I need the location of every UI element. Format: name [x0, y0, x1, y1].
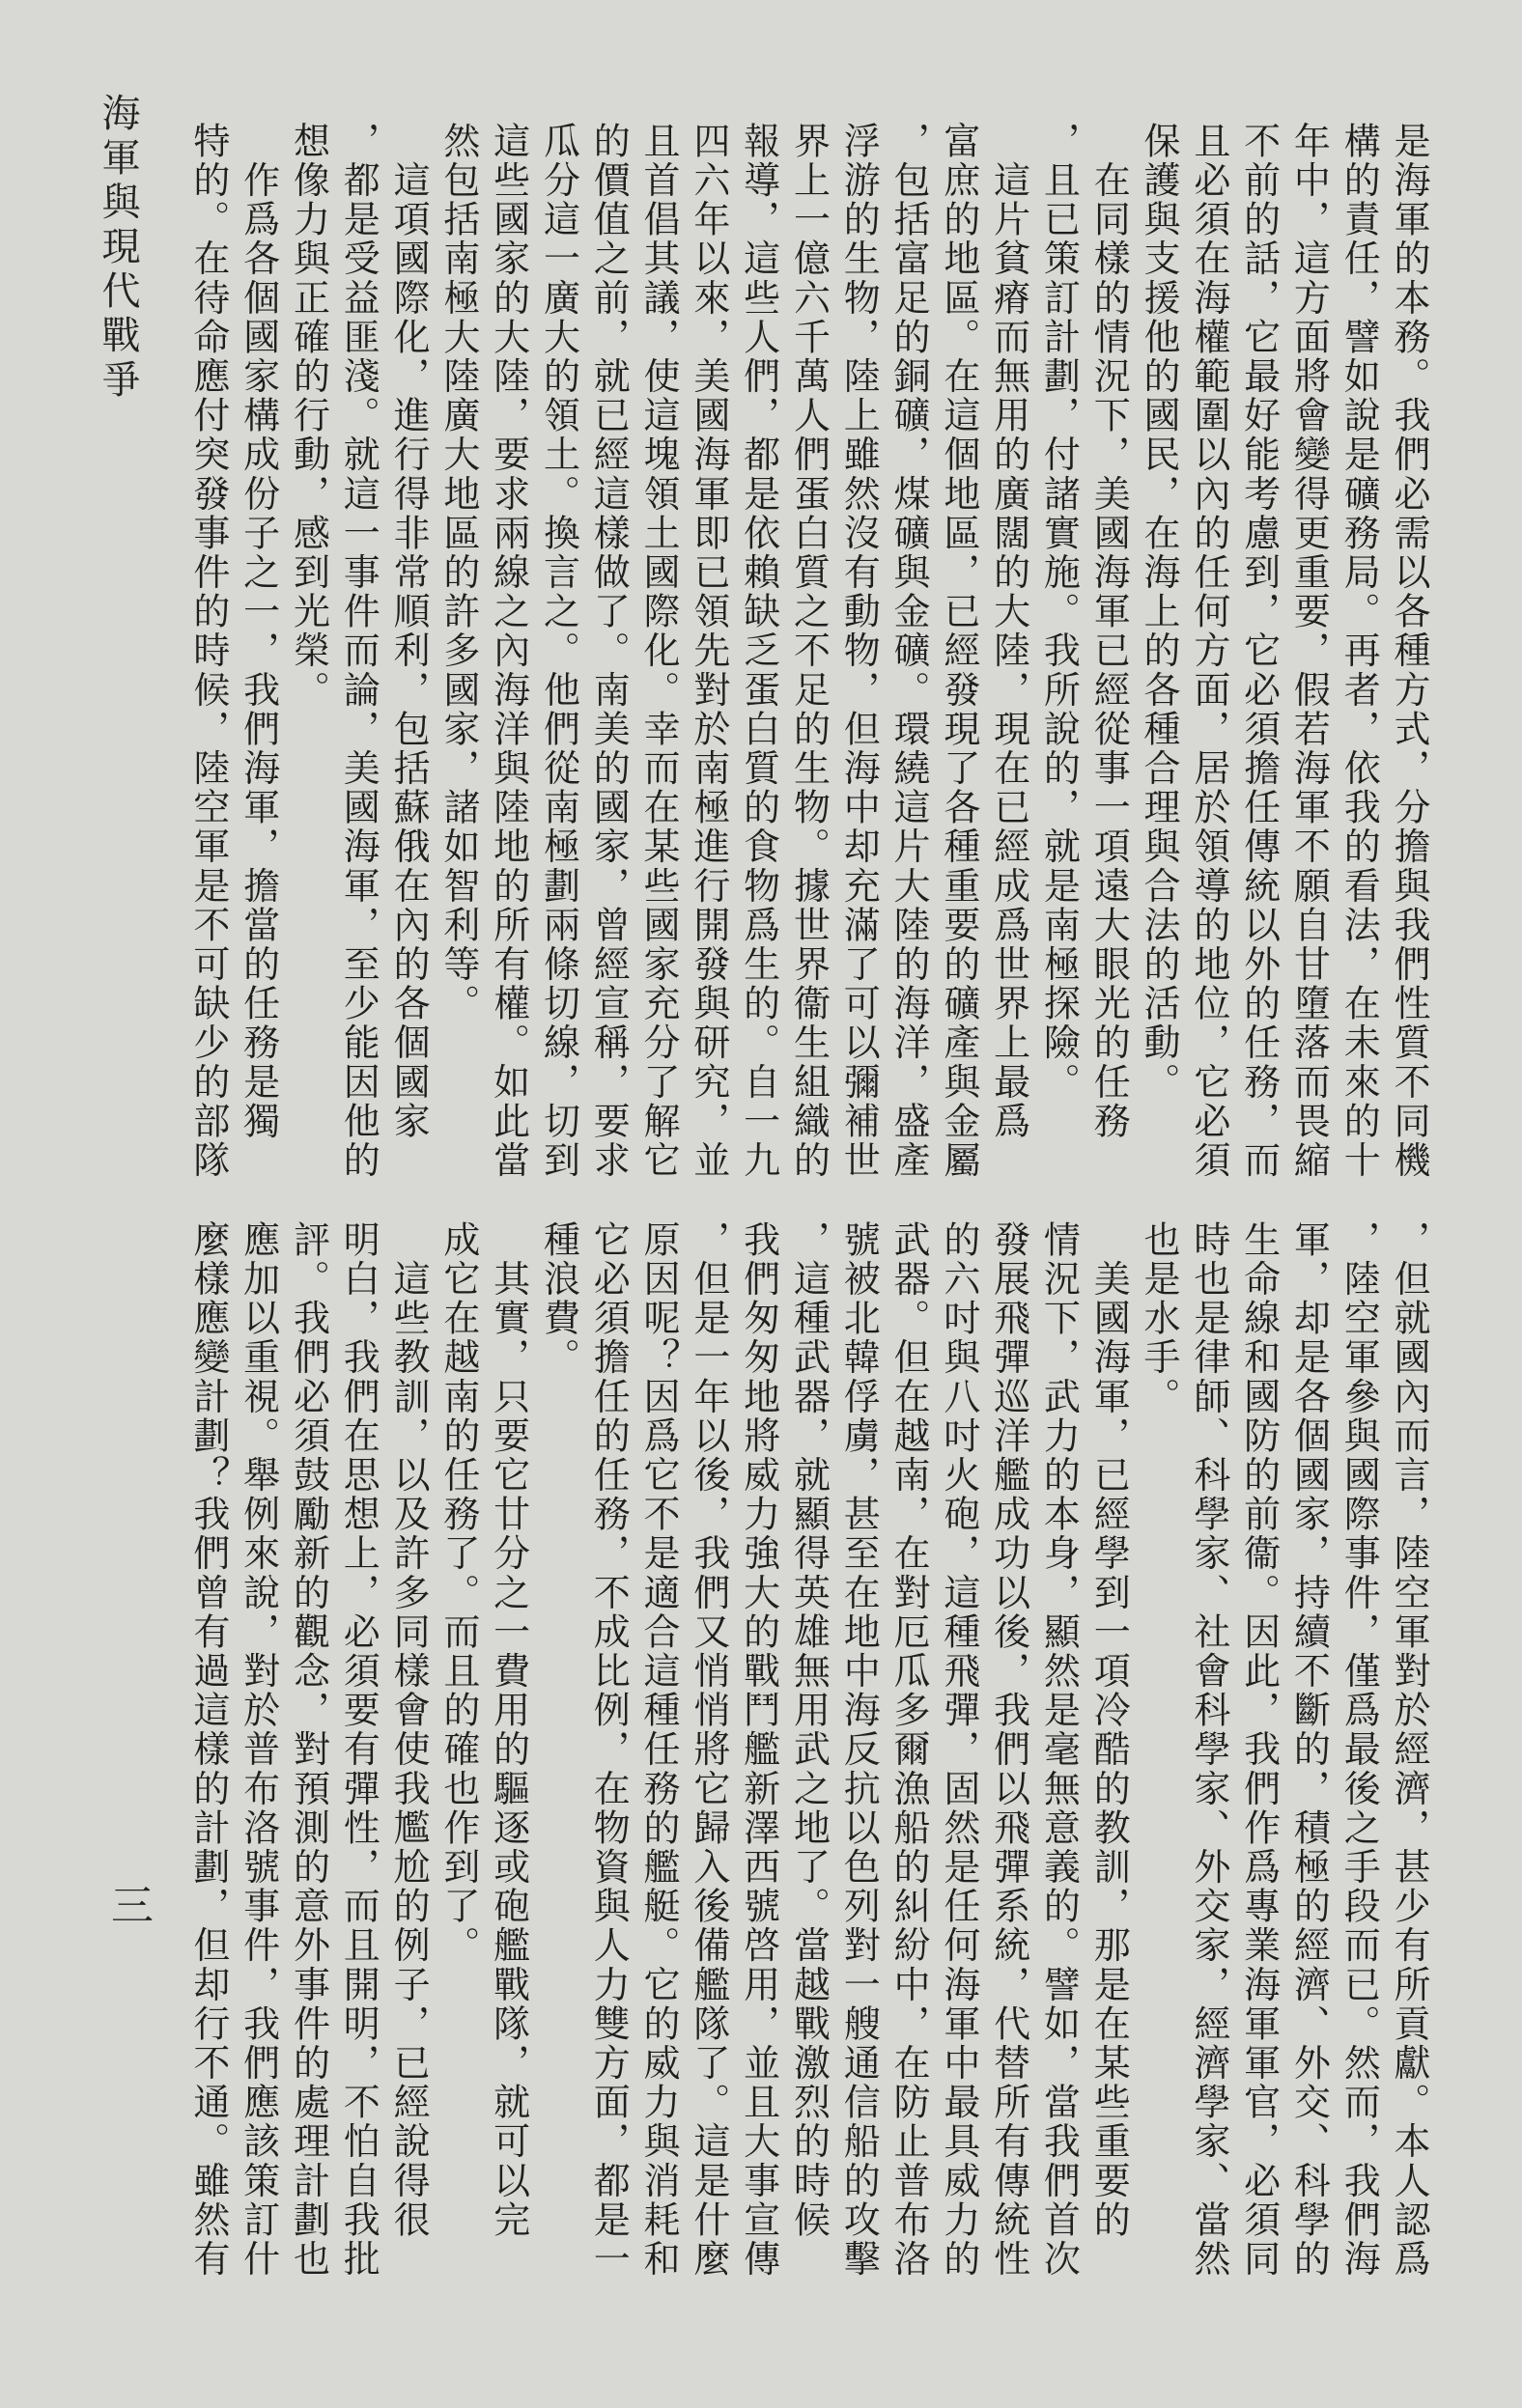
text-line: 號被北韓俘虜，甚至在地中海反抗以色列對一艘通信船的攻擊 [837, 1220, 881, 2280]
text-line: ，但是一年以後，我們又悄悄將它歸入後備艦隊了。這是什麼 [687, 1220, 730, 2280]
text-line: 武器。但在越南，在對厄瓜多爾漁船的糾紛中，在防止普布洛 [888, 1220, 931, 2280]
text-line: 特的。在待命應付突發事件的時候，陸空軍是不可缺少的部隊 [186, 122, 230, 1181]
text-line: 是海軍的本務。我們必需以各種方式，分擔與我們性質不同機 [1388, 122, 1430, 1181]
text-line: 生命線和國防的前衞。因此，我們作爲專業海軍軍官，必須同 [1237, 1220, 1281, 2280]
text-line: 其實，只要它廿分之一費用的驅逐或砲艦戰隊，就可以完 [487, 1220, 530, 2240]
running-header: 海軍與現代戰爭 [96, 93, 140, 404]
text-line: 富庶的地區。在這個地區，已經發現了各種重要的礦產與金屬 [937, 122, 980, 1181]
text-line: 這些教訓，以及許多同樣會使我尷尬的例子，已經說得很 [387, 1220, 431, 2240]
text-line: 這片貧瘠而無用的廣闊的大陸，現在已經成爲世界上最爲 [987, 122, 1030, 1141]
text-line: 種浪費。 [537, 1220, 580, 1378]
text-line: 然包括南極大陸廣大地區的許多國家，諸如智利等。 [437, 122, 480, 1023]
page-number: 三 [103, 1883, 153, 1925]
text-line: 我們匆匆地將威力強大的戰鬥艦新澤西號啓用，並且大事宣傳 [737, 1220, 780, 2280]
text-line: 在同樣的情況下，美國海軍已經從事一項遠大眼光的任務 [1087, 122, 1131, 1141]
text-line: 原因呢？因爲它不是適合這種任務的艦艇。它的威力與消耗和 [637, 1220, 681, 2280]
text-line: 美國海軍，已經學到一項冷酷的教訓，那是在某些重要的 [1087, 1220, 1131, 2240]
text-line: 這些國家的大陸，要求兩線之內海洋與陸地的所有權。如此當 [487, 122, 530, 1181]
text-line: 且首倡其議，使這塊領土國際化。幸而在某些國家充分了解它 [637, 122, 681, 1181]
text-block-bottom [183, 1220, 1433, 2292]
text-line: 的六吋與八吋火砲，這種飛彈，固然是任何海軍中最具威力的 [937, 1220, 980, 2280]
text-line: 保護與支援他的國民，在海上的各種合理與合法的活動。 [1138, 122, 1181, 1102]
text-line: 發展飛彈巡洋艦成功以後，我們以飛彈系統，代替所有傳統性 [987, 1220, 1030, 2280]
text-line: 四六年以來，美國海軍即已領先對於南極進行開發與研究，並 [687, 122, 730, 1181]
text-line: 年中，這方面將會變得更重要，假若海軍不願自甘墮落而畏縮 [1287, 122, 1331, 1181]
text-line: 不前的話，它最好能考慮到，它必須擔任傳統以外的任務，而 [1237, 122, 1281, 1181]
text-line: ，且已策訂計劃，付諸實施。我所說的，就是南極探險。 [1037, 122, 1081, 1102]
text-line: 也是水手。 [1138, 1220, 1181, 1416]
text-line: 情況下，武力的本身，顯然是毫無意義的。譬如，當我們首次 [1037, 1220, 1081, 2280]
text-line: ，陸空軍參與國際事件，僅爲最後之手段而已。然而，我們海 [1338, 1220, 1381, 2280]
text-line: 瓜分這一廣大的領土。換言之。他們從南極劃兩條切線，切到 [537, 122, 580, 1181]
text-line: 的價值之前，就已經這樣做了。南美的國家，曾經宣稱，要求 [587, 122, 631, 1181]
text-line: 評。我們必須鼓勵新的觀念，對預測的意外事件的處理計劃也 [287, 1220, 330, 2280]
text-line: 它必須擔任的任務，不成比例，在物資與人力雙方面，都是一 [587, 1220, 631, 2280]
text-line: 成它在越南的任務了。而且的確也作到了。 [437, 1220, 480, 1966]
text-line: 界上一億六千萬人們蛋白質之不足的生物。據世界衞生組織的 [787, 122, 831, 1181]
text-line: 構的責任，譬如說是礦務局。再者，依我的看法，在未來的十 [1338, 122, 1381, 1181]
text-line: ，包括富足的銅礦，煤礦與金礦。環繞這片大陸的海洋，盛產 [888, 122, 931, 1181]
text-line: 軍，却是各個國家，持續不斷的，積極的經濟、外交、科學的 [1287, 1220, 1331, 2280]
text-line: 浮游的生物，陸上雖然沒有動物，但海中却充滿了可以彌補世 [837, 122, 881, 1181]
text-line: 明白，我們在思想上，必須要有彈性，而且開明，不怕自我批 [337, 1220, 380, 2280]
text-line: 這項國際化，進行得非常順利，包括蘇俄在內的各個國家 [387, 122, 431, 1141]
text-line: 且必須在海權範圍以內的任何方面，居於領導的地位，它必須 [1187, 122, 1230, 1181]
text-line: 作爲各個國家構成份子之一，我們海軍，擔當的任務是獨 [237, 122, 280, 1141]
text-line: ，這種武器，就顯得英雄無用武之地了。當越戰激烈的時候 [787, 1220, 831, 2240]
text-line: 應加以重視。舉例來說，對於普布洛號事件，我們應該策訂什 [237, 1220, 280, 2280]
text-line: 麼樣應變計劃？我們曾有過這樣的計劃，但却行不通。雖然有 [186, 1220, 230, 2280]
text-line: 報導，這些人們，都是依賴缺乏蛋白質的食物爲生的。自一九 [737, 122, 780, 1181]
text-line: 時也是律師、科學家、社會科學家、外交家，經濟學家、當然 [1187, 1220, 1230, 2280]
text-line: ，都是受益匪淺。就這一事件而論，美國海軍，至少能因他的 [337, 122, 380, 1181]
text-line: 想像力與正確的行動，感到光榮。 [287, 122, 330, 710]
text-line: ，但就國內而言，陸空軍對於經濟，甚少有所貢獻。本人認爲 [1388, 1220, 1430, 2280]
text-block-top [183, 122, 1433, 1193]
